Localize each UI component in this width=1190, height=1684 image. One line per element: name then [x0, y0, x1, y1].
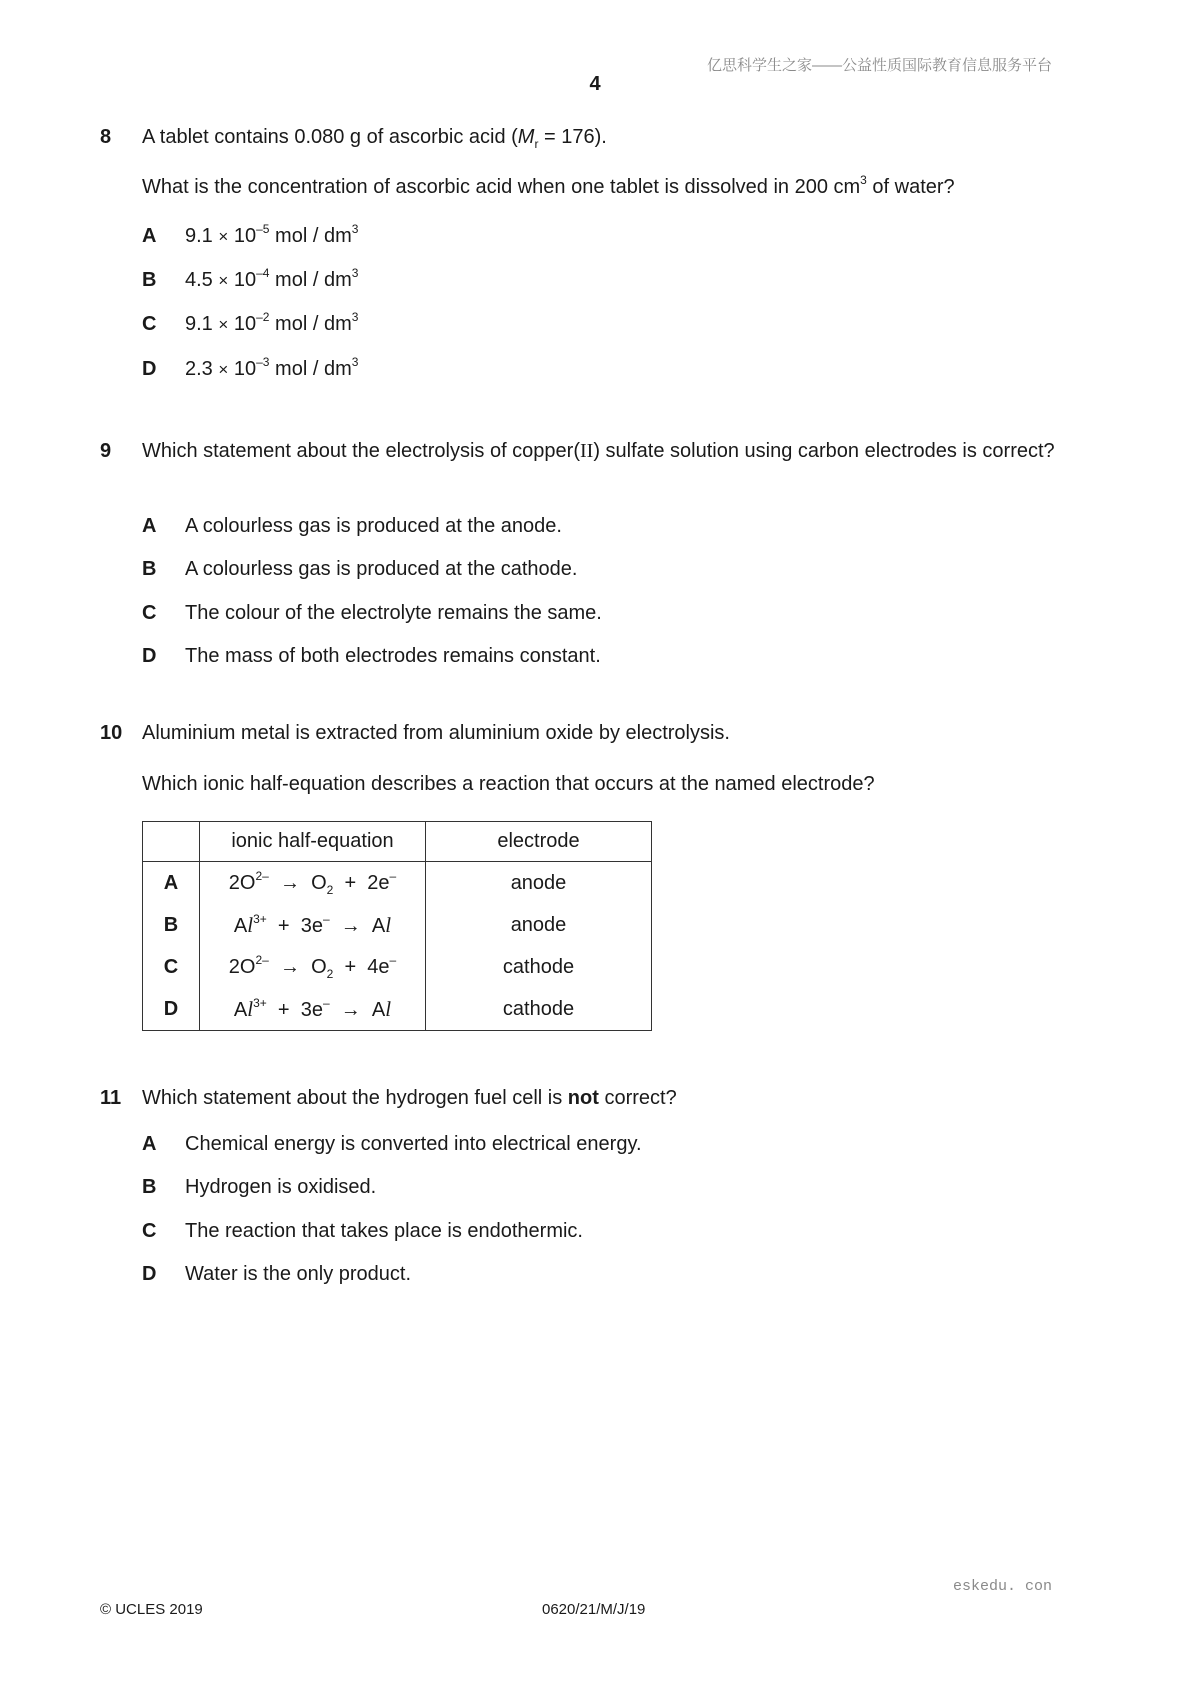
watermark-text: 亿思科学生之家——公益性质国际教育信息服务平台	[706, 57, 1052, 74]
half-equation: $Al^{3+} + 3e^- \to Al$	[200, 988, 426, 1031]
question-10-stem: Aluminium metal is extracted from aluminium oxide by electrolysis.	[142, 722, 730, 744]
electrode-cell: cathode	[426, 988, 652, 1031]
q9-option-letter: B	[142, 558, 157, 580]
q8-option-letter: B	[142, 269, 157, 291]
electrode-cell: anode	[426, 862, 652, 905]
table-header-cell: electrode	[426, 822, 652, 862]
q8-option-letter: C	[142, 313, 157, 335]
half-equation: $2O^{2-} \to O_2 + 2e^-$	[200, 862, 426, 905]
q9-option-b-text: A colourless gas is produced at the cathode.	[185, 558, 578, 580]
q9-option-a-text: A colourless gas is produced at the anode.	[185, 515, 562, 537]
question-10-question: Which ionic half-equation describes a reaction that occurs at the named electrode?	[142, 773, 875, 795]
q11-option-a-text: Chemical energy is converted into electrical energy.	[185, 1133, 642, 1155]
q8-option-c-text: $9.1 \times 10^{-2}$ mol / $dm^3$	[185, 310, 359, 335]
q11-option-d-text: Water is the only product.	[185, 1263, 412, 1285]
q8-option-a-text: $9.1 \times 10^{-5}$ mol / $dm^3$	[185, 222, 359, 247]
footer-paper-code: 0620/21/M/J/19	[542, 1601, 646, 1618]
q11-option-letter: A	[142, 1133, 157, 1155]
question-9-number: 9	[100, 440, 112, 462]
row-letter: A	[143, 862, 200, 905]
question-8-number: 8	[100, 126, 112, 148]
q8-option-b-text: $4.5 \times 10^{-4}$ mol / $dm^3$	[185, 266, 359, 291]
table-row	[143, 904, 652, 946]
question-8-stem: A tablet contains 0.080 g of ascorbic acid $(M_r = 176)$.	[142, 126, 607, 151]
footer-site-watermark: eskedu. con	[952, 1578, 1052, 1595]
q11-option-letter: B	[142, 1176, 157, 1198]
electrode-cell: anode	[426, 904, 652, 946]
page-number: 4	[589, 73, 601, 95]
question-8-question: What is the concentration of ascorbic acid when one tablet is dissolved in 200 $cm^3$ of water?	[142, 173, 955, 198]
q11-option-letter: C	[142, 1220, 157, 1242]
question-10-number: 10	[100, 722, 123, 744]
row-letter: C	[143, 946, 200, 988]
question-9-stem: Which statement about the electrolysis of copper(II) sulfate solution using carbon electrodes is correct?	[142, 440, 1055, 462]
electrode-cell: cathode	[426, 946, 652, 988]
footer-copyright: © UCLES 2019	[100, 1601, 203, 1618]
half-equation: $2O^{2-} \to O_2 + 4e^-$	[200, 946, 426, 988]
table-header-cell: ionic half-equation	[200, 822, 426, 862]
table-row	[143, 946, 652, 988]
half-equation-table	[142, 821, 652, 1031]
q8-option-letter: D	[142, 358, 157, 380]
q9-option-letter: D	[142, 645, 157, 667]
question-11-stem: Which statement about the hydrogen fuel cell is not correct?	[142, 1087, 677, 1109]
row-letter: B	[143, 904, 200, 946]
table-row	[143, 862, 652, 905]
row-letter: D	[143, 988, 200, 1031]
half-equation: $Al^{3+} + 3e^- \to Al$	[200, 904, 426, 946]
q9-option-d-text: The mass of both electrodes remains constant.	[185, 645, 601, 667]
q9-option-c-text: The colour of the electrolyte remains the same.	[185, 602, 602, 624]
q9-option-letter: A	[142, 515, 157, 537]
q11-option-letter: D	[142, 1263, 157, 1285]
q8-option-d-text: $2.3 \times 10^{-3}$ mol / $dm^3$	[185, 355, 359, 380]
q11-option-c-text: The reaction that takes place is endothermic.	[185, 1220, 583, 1242]
table-row	[143, 988, 652, 1031]
q11-option-b-text: Hydrogen is oxidised.	[185, 1176, 377, 1198]
q9-option-letter: C	[142, 602, 157, 624]
table-header-cell	[143, 822, 200, 862]
question-11-number: 11	[100, 1087, 122, 1109]
q8-option-letter: A	[142, 225, 157, 247]
table-header-row	[143, 822, 652, 862]
